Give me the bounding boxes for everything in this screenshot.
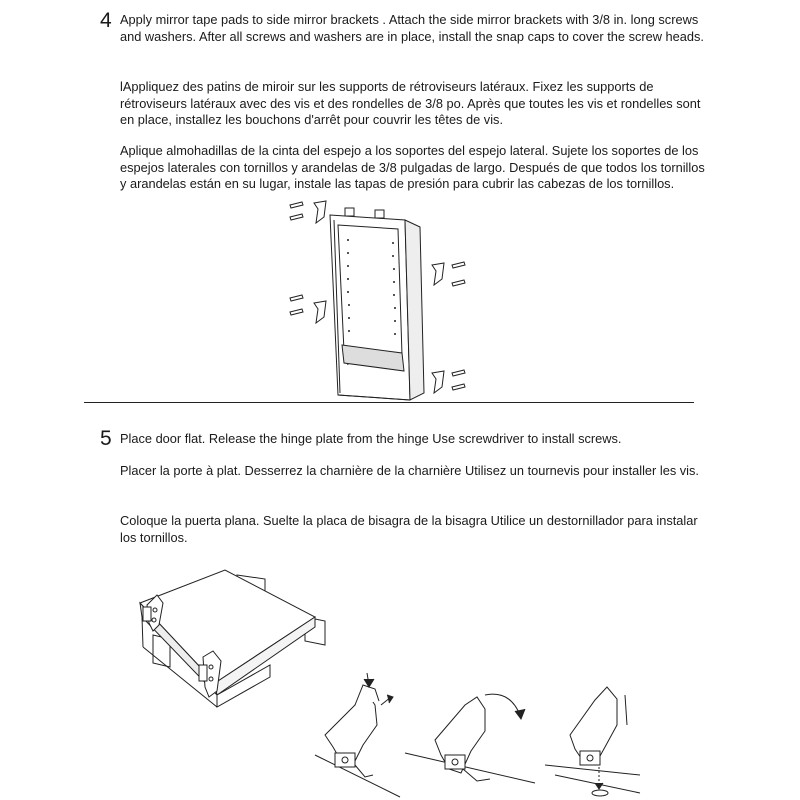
- cabinet-bracket-illustration: [280, 195, 470, 405]
- step-4-french-text: lAppliquez des patins de miroir sur les supports de rétroviseurs latéraux. Fixez les supports de rétroviseurs latéraux avec des vis et des rondelles de 3/8 po. Après que toutes les vis et rondelles sont en place, installez les bouchons d'arrêt pour couvrir les têtes de vis.: [120, 79, 701, 128]
- left-tape-pads: [290, 202, 303, 315]
- step-5-english-text: Place door flat. Release the hinge plate from the hinge Use screwdriver to install screws.: [120, 431, 622, 446]
- step-4-english-text: Apply mirror tape pads to side mirror brackets . Attach the side mirror brackets with 3/8 in. long screws and washers. After all screws and washers are in place, install the snap caps to cover the screw heads.: [120, 12, 704, 44]
- step-5-spanish-text: Coloque la puerta plana. Suelte la placa de bisagra de la bisagra Utilice un destornillador para instalar los tornillos.: [120, 513, 698, 545]
- step-4-number: 4: [100, 9, 112, 32]
- right-tape-pads: [452, 262, 465, 390]
- step-5-number: 5: [100, 427, 112, 450]
- hinge-release-sequence: [295, 665, 640, 797]
- hinge-step-1: [315, 673, 400, 797]
- hinge-step-3: [545, 687, 640, 796]
- right-lower-bracket: [432, 371, 444, 393]
- step-5-french-text: Placer la porte à plat. Desserrez la charnière de la charnière Utilisez un tournevis pour installer les vis.: [120, 463, 699, 478]
- right-upper-bracket: [432, 263, 444, 285]
- hinge-step-2: [405, 694, 535, 783]
- left-upper-bracket: [314, 201, 326, 223]
- section-divider: [84, 402, 694, 403]
- cabinet-inner-opening: [338, 225, 402, 355]
- step-4-spanish-text: Aplique almohadillas de la cinta del espejo a los soportes del espejo lateral. Sujete los soportes de los espejos laterales con tornillos y arandelas de 3/8 pulgadas de largo. Después de que todos los tornillos y arandelas están en su lugar, instale las tapas de presión para cubrir las cabezas de los tornillos.: [120, 143, 705, 192]
- left-lower-bracket: [314, 301, 326, 323]
